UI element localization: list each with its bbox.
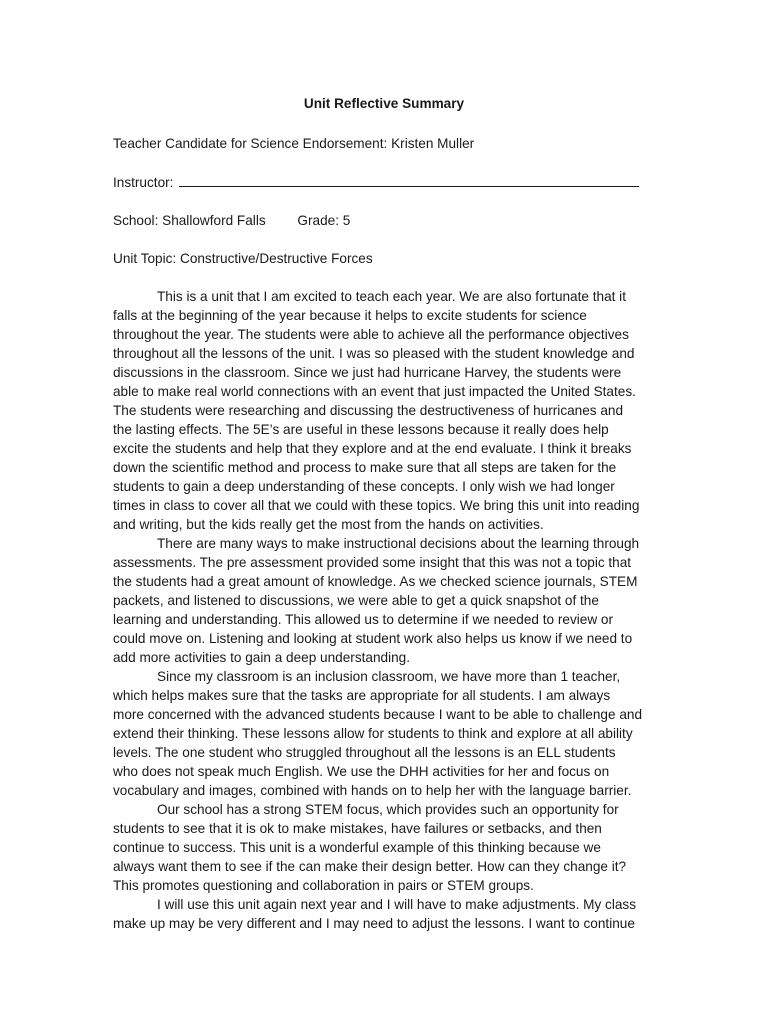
candidate-field xyxy=(113,134,643,153)
grade-group xyxy=(297,213,350,228)
grade-value: 5 xyxy=(342,213,351,228)
school-grade-field xyxy=(113,211,643,230)
paragraph: There are many ways to make instructional decisions about the learning through assessments. The pre assessment provided some insight that this was not a topic that the students had a great amount of knowledge. As we checked science journals, STEM packets, and listened to discussions, we were able to get a quick snapshot of the learning and understanding. This allowed us to determine if we needed to review or could move on. Listening and looking at student work also helps us know if we need to add more activities to gain a deep understanding. xyxy=(113,536,640,665)
document-page xyxy=(113,94,643,933)
school-label: School: xyxy=(113,213,159,228)
paragraph: Our school has a strong STEM focus, which provides such an opportunity for students to see that it is ok to make mistakes, have failures or setbacks, and then continue to success. This unit is a wonderful example of this thinking because we always want them to see if the can make their design better. How can they change it? This promotes questioning and collaboration in pairs or STEM groups. xyxy=(113,802,627,893)
paragraph: Since my classroom is an inclusion classroom, we have more than 1 teacher, which helps makes sure that the tasks are appropriate for all students. I am always more concerned with the advanced students because I want to be able to challenge and extend their thinking. These lessons allow for students to think and explore at all ability levels. The one student who struggled throughout all the lessons is an ELL students who does not speak much English. We use the DHH activities for her and focus on vocabulary and images, combined with hands on to help her with the language barrier. xyxy=(113,669,643,798)
unit-topic-label: Unit Topic: xyxy=(113,251,177,266)
paragraph: This is a unit that I am excited to teach each year. We are also fortunate that it falls at the beginning of the year because it helps to excite students for science throughout the year. The students were able to achieve all the performance objectives throughout all the lessons of the unit. I was so pleased with the student knowledge and discussions in the classroom. Since we just had hurricane Harvey, the students were able to make real world connections with an event that just impacted the United States. The students were researching and discussing the destructiveness of hurricanes and the lasting effects. The 5E’s are useful in these lessons because it really does help excite the students and help that they explore and at the end evaluate. I think it breaks down the scientific method and process to make sure that all steps are taken for the students to gain a deep understanding of these concepts. I only wish we had longer times in class to cover all that we could with these topics. We bring this unit into reading and writing, but the kids really get the most from the hands on activities. xyxy=(113,289,640,532)
grade-label: Grade: xyxy=(297,213,339,228)
school-name: Shallowford Falls xyxy=(162,213,266,228)
candidate-label: Teacher Candidate for Science Endorsement: xyxy=(113,136,388,151)
unit-topic-value: Constructive/Destructive Forces xyxy=(180,251,373,266)
instructor-field xyxy=(113,172,643,192)
candidate-name: Kristen Muller xyxy=(391,136,475,151)
paragraph: I will use this unit again next year and I will have to make adjustments. My class make up may be very different and I may need to adjust the lessons. I want to continue xyxy=(113,897,637,931)
unit-topic-field xyxy=(113,249,643,268)
reflection-body xyxy=(113,287,643,933)
instructor-label: Instructor: xyxy=(113,175,174,190)
instructor-blank-line xyxy=(179,172,639,187)
document-title: Unit Reflective Summary xyxy=(303,96,465,111)
